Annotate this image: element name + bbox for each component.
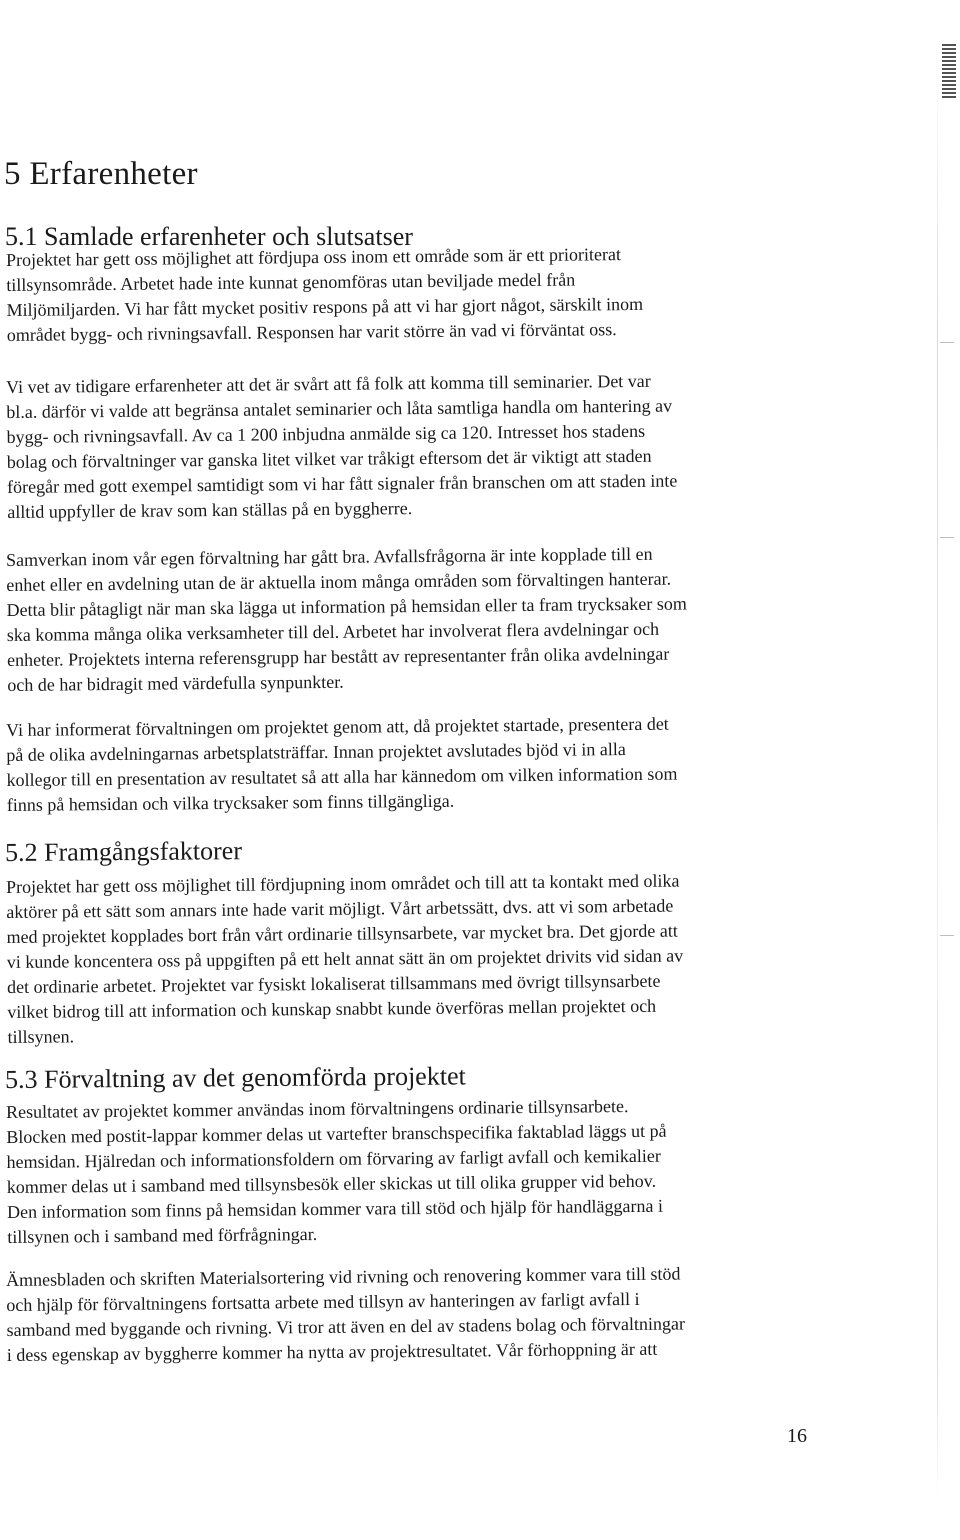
paragraph — [6, 540, 807, 698]
text-line: tillsynen. — [7, 1026, 75, 1047]
text-line: Vi vet av tidigare erfarenheter att det är svårt att få folk att komma till seminarier. Det var — [6, 370, 651, 397]
text-line: enhet eller en avdelning utan de är aktuella inom många områden som förvaltingen hanterar. — [6, 568, 672, 595]
scan-margin-mark — [942, 44, 956, 100]
text-line: tillsynsområde. Arbetet hade inte kunnat genomföras utan beviljade medel från — [6, 269, 576, 295]
paragraph — [6, 1260, 807, 1368]
paragraph — [6, 367, 807, 525]
text-line: och hjälp för förvaltningens fortsatta arbete med tillsyn av hanteringen av farligt avfall i — [6, 1288, 640, 1315]
text-line: ska komma många olika verksamheter till del. Arbetet har involverat flera avdelningar och — [6, 618, 660, 645]
scan-tick-mark — [940, 935, 954, 936]
text-line: vilket bidrog till att information och kunskap snabbt kunde överföras mellan projektet och — [7, 995, 657, 1022]
chapter-heading: 5 Erfarenheter — [4, 156, 198, 192]
paragraph — [6, 240, 807, 348]
text-line: på de olika avdelningarnas arbetsplatsträffar. Innan projektet avslutades bjöd vi in alla — [6, 739, 626, 765]
text-line: kommer delas ut i samband med tillsynsbesök eller skickas ut till olika grupper vid behov. — [6, 1170, 657, 1197]
text-line: aktörer på ett sätt som annars inte hade varit möjligt. Vårt arbetssätt, dvs. att vi som arbetade — [6, 895, 674, 922]
text-line: Resultatet av projektet kommer användas inom förvaltningens ordinarie tillsynsarbete. — [6, 1096, 629, 1122]
scan-tick-mark — [940, 342, 954, 343]
text-line: Den information som finns på hemsidan kommer vara till stöd och hjälp för handläggarna i — [6, 1195, 663, 1222]
text-line: Detta blir påtagligt när man ska lägga ut information på hemsidan eller ta fram trycksaker som — [6, 593, 687, 620]
text-line: Vi har informerat förvaltningen om projektet genom att, då projektet startade, presentera det — [6, 713, 669, 740]
text-line: hemsidan. Hjälredan och informationsfoldern om förvaring av farligt avfall och kemikalier — [6, 1145, 661, 1172]
page-number: 16 — [787, 1425, 807, 1447]
text-line: Projektet har gett oss möjlighet att fördjupa oss inom ett område som är ett prioriterat — [6, 244, 622, 270]
text-line: Samverkan inom vår egen förvaltning har gått bra. Avfallsfrågorna är inte kopplade till en — [6, 543, 653, 570]
text-line: i dess egenskap av byggherre kommer ha nytta av projektresultatet. Vår förhoppning är att — [6, 1338, 658, 1365]
text-line: Blocken med postit-lappar kommer delas ut vartefter branschspecifika faktablad läggs ut på — [6, 1120, 667, 1147]
text-line: med projektet kopplades bort från vårt ordinarie tillsynsarbete, var mycket bra. Det gjorde att — [6, 920, 678, 947]
scan-tick-mark — [940, 537, 954, 538]
text-line: samband med byggande och rivning. Vi tror att även en del av stadens bolag och förvaltningar — [6, 1313, 686, 1340]
section-heading-5-3: 5.3 Förvaltning av det genomförda projektet — [5, 1061, 466, 1094]
text-line: kollegor till en presentation av resultatet så att alla har kännedom om vilken information som — [6, 763, 678, 790]
text-line: Projektet har gett oss möjlighet till fördjupning inom området och till att ta kontakt med olika — [6, 870, 680, 897]
text-line: bygg- och rivningsavfall. Av ca 1 200 inbjudna anmälde sig ca 120. Intresset hos stadens — [6, 420, 646, 447]
section-heading-5-1: 5.1 Samlade erfarenheter och slutsatser — [5, 222, 413, 251]
text-line: området bygg- och rivningsavfall. Responsen har varit större än vad vi förväntat oss. — [6, 319, 617, 345]
text-line: och de har bidragit med värdefulla synpunkter. — [7, 671, 344, 695]
text-line: Miljömiljarden. Vi har fått mycket positiv respons på att vi har gjort något, särskilt inom — [6, 293, 644, 320]
text-line: alltid uppfyller de krav som kan ställas på en byggherre. — [7, 498, 413, 522]
text-line: tillsynen och i samband med förfrågningar. — [7, 1224, 318, 1247]
text-line: vi kunde koncentera oss på uppgiften på ett helt annat sätt än om projektet drivits vid sidan av — [6, 945, 684, 972]
paragraph — [6, 710, 807, 818]
text-line: föregår med gott exempel samtidigt som vi har fått signaler från branschen om att staden inte — [6, 470, 678, 497]
text-line: bl.a. därför vi valde att begränsa antalet seminarier och låta samtliga handla om hantering av — [6, 395, 673, 422]
paragraph — [6, 867, 808, 1050]
text-line: enheter. Projektets interna referensgrupp har bestått av representanter från olika avdelningar — [6, 643, 670, 670]
scan-edge-artifact — [937, 60, 938, 1500]
text-line: finns på hemsidan och vilka trycksaker som finns tillgängliga. — [6, 790, 455, 815]
paragraph — [6, 1092, 807, 1250]
text-line: Ämnesbladen och skriften Materialsortering vid rivning och renovering kommer vara till stöd — [6, 1263, 681, 1290]
text-line: bolag och förvaltninger var ganska litet vilket var tråkigt eftersom det är viktigt att staden — [6, 445, 652, 472]
section-heading-5-2: 5.2 Framgångsfaktorer — [5, 836, 243, 867]
text-line: det ordinarie arbetet. Projektet var fysiskt lokaliserat tillsammans med övrigt tillsynsarbete — [6, 970, 661, 997]
